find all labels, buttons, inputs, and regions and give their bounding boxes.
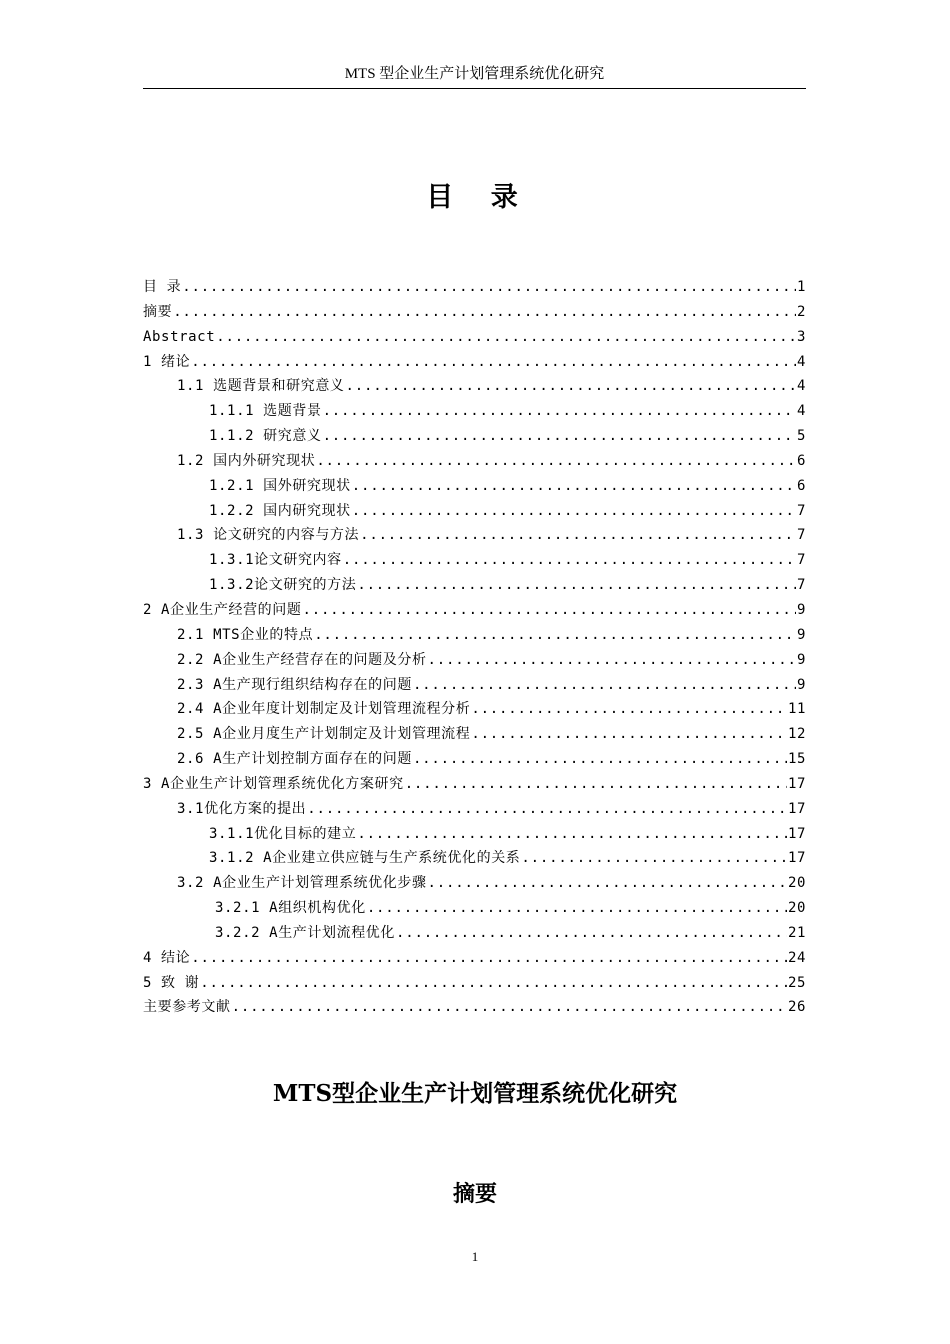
toc-entry-page: 6 (796, 452, 806, 469)
toc-entry-page: 7 (796, 552, 806, 569)
toc-entry-page: 9 (796, 601, 806, 618)
toc-entry-title: 1.2.2 国内研究现状 (209, 502, 351, 519)
toc-entry-title: 主要参考文献 (143, 999, 231, 1016)
toc-entry[interactable] (143, 475, 806, 500)
toc-entry[interactable] (143, 847, 806, 872)
toc-dot-leader (173, 301, 796, 323)
toc-entry[interactable] (143, 450, 806, 475)
toc-dot-leader (357, 823, 787, 845)
toc-entry-title: 3.2.2 A生产计划流程优化 (215, 924, 396, 941)
toc-entry-title: 3 A企业生产计划管理系统优化方案研究 (143, 775, 404, 792)
toc-entry[interactable] (143, 674, 806, 699)
toc-entry-page: 25 (787, 974, 806, 991)
toc-entry[interactable] (143, 326, 806, 351)
toc-entry[interactable] (143, 425, 806, 450)
toc-entry-page: 3 (796, 328, 806, 345)
toc-entry[interactable] (143, 798, 806, 823)
toc-entry-title: 2.4 A企业年度计划制定及计划管理流程分析 (177, 701, 471, 718)
toc-heading: 目 录 (426, 182, 532, 213)
toc-entry[interactable] (143, 301, 806, 326)
toc-entry[interactable] (143, 698, 806, 723)
toc-dot-leader (314, 624, 796, 646)
toc-entry-page: 9 (796, 676, 806, 693)
page-number: 1 (471, 1249, 479, 1264)
header-rule (143, 88, 806, 89)
toc-entry-title: 摘要 (143, 303, 173, 320)
toc-entry-title: 2.2 A企业生产经营存在的问题及分析 (177, 651, 427, 668)
toc-entry[interactable] (143, 400, 806, 425)
running-header: MTS 型企业生产计划管理系统优化研究 (344, 66, 605, 82)
toc-entry-title: 2.3 A生产现行组织结构存在的问题 (177, 676, 412, 693)
toc-dot-leader (216, 326, 796, 348)
toc-entry-title: 1.1.1 选题背景 (209, 403, 322, 420)
toc-entry-title: 3.1.2 A企业建立供应链与生产系统优化的关系 (209, 850, 521, 867)
toc-entry-title: 3.2 A企业生产计划管理系统优化步骤 (177, 875, 427, 892)
toc-dot-leader (323, 400, 796, 422)
toc-entry[interactable] (143, 524, 806, 549)
toc-entry[interactable] (143, 649, 806, 674)
toc-dot-leader (182, 276, 796, 298)
toc-dot-leader (307, 798, 787, 820)
toc-entry-title: 1.3 论文研究的内容与方法 (177, 527, 360, 544)
toc-dot-leader (413, 674, 796, 696)
toc-dot-leader (413, 748, 787, 770)
toc-entry-title: 1.2.1 国外研究现状 (209, 477, 351, 494)
toc-entry-title: 5 致 谢 (143, 974, 200, 991)
table-of-contents (143, 276, 806, 1021)
toc-entry-page: 7 (796, 577, 806, 594)
toc-entry-page: 4 (796, 353, 806, 370)
toc-entry[interactable] (143, 599, 806, 624)
toc-entry-page: 6 (796, 477, 806, 494)
toc-dot-leader (303, 599, 796, 621)
toc-entry-page: 12 (787, 726, 806, 743)
toc-entry[interactable] (143, 375, 806, 400)
toc-entry-page: 15 (787, 751, 806, 768)
toc-entry-page: 4 (796, 403, 806, 420)
toc-entry-page: 11 (787, 701, 806, 718)
toc-dot-leader (352, 500, 796, 522)
toc-entry[interactable] (143, 823, 806, 848)
toc-entry-page: 20 (787, 875, 806, 892)
toc-dot-leader (323, 425, 796, 447)
toc-entry-page: 24 (787, 949, 806, 966)
abstract-heading: 摘要 (452, 1182, 497, 1207)
toc-entry-page: 2 (796, 303, 806, 320)
toc-dot-leader (191, 947, 787, 969)
toc-entry[interactable] (143, 773, 806, 798)
toc-entry-title: 1.3.1论文研究内容 (209, 552, 342, 569)
toc-dot-leader (471, 698, 787, 720)
toc-dot-leader (428, 649, 796, 671)
toc-dot-leader (191, 351, 796, 373)
toc-entry-page: 20 (787, 900, 806, 917)
toc-entry-page: 17 (787, 775, 806, 792)
document-title: MTS型企业生产计划管理系统优化研究 (272, 1080, 678, 1107)
toc-dot-leader (396, 922, 787, 944)
toc-entry-title: 2 A企业生产经营的问题 (143, 601, 302, 618)
toc-dot-leader (232, 996, 787, 1018)
toc-entry-title: 1 绪论 (143, 353, 191, 370)
toc-dot-leader (367, 897, 787, 919)
toc-entry-page: 7 (796, 502, 806, 519)
toc-entry[interactable] (143, 351, 806, 376)
toc-entry-title: 1.1 选题背景和研究意义 (177, 378, 345, 395)
toc-entry[interactable] (143, 922, 806, 947)
toc-entry[interactable] (143, 748, 806, 773)
toc-dot-leader (343, 549, 796, 571)
toc-entry-page: 1 (796, 279, 806, 295)
toc-entry-page: 17 (787, 800, 806, 817)
toc-entry-title: 2.1 MTS企业的特点 (177, 626, 314, 643)
toc-entry[interactable] (143, 723, 806, 748)
toc-entry[interactable] (143, 276, 806, 301)
toc-entry[interactable] (143, 500, 806, 525)
toc-entry[interactable] (143, 972, 806, 997)
toc-entry-title: 3.1.1优化目标的建立 (209, 825, 357, 842)
toc-entry[interactable] (143, 872, 806, 897)
toc-entry-page: 17 (787, 825, 806, 842)
toc-entry-page: 26 (787, 999, 806, 1016)
toc-entry-title: Abstract (143, 328, 216, 345)
toc-entry[interactable] (143, 549, 806, 574)
toc-entry-title: 1.1.2 研究意义 (209, 428, 322, 445)
toc-entry-title: 目 录 (143, 279, 182, 295)
toc-entry-page: 7 (796, 527, 806, 544)
toc-dot-leader (471, 723, 787, 745)
toc-dot-leader (316, 450, 796, 472)
toc-entry-title: 3.1优化方案的提出 (177, 800, 307, 817)
toc-entry[interactable] (143, 624, 806, 649)
toc-dot-leader (521, 847, 787, 869)
toc-entry-title: 2.6 A生产计划控制方面存在的问题 (177, 751, 412, 768)
toc-entry[interactable] (143, 996, 806, 1021)
toc-dot-leader (405, 773, 787, 795)
toc-entry[interactable] (143, 574, 806, 599)
toc-entry[interactable] (143, 897, 806, 922)
toc-entry-page: 9 (796, 626, 806, 643)
toc-entry-page: 4 (796, 378, 806, 395)
toc-dot-leader (346, 375, 796, 397)
toc-dot-leader (360, 524, 796, 546)
toc-dot-leader (357, 574, 796, 596)
toc-entry-page: 21 (787, 924, 806, 941)
toc-entry-title: 1.3.2论文研究的方法 (209, 577, 357, 594)
toc-entry-title: 3.2.1 A组织机构优化 (215, 900, 366, 917)
toc-entry[interactable] (143, 947, 806, 972)
toc-entry-title: 1.2 国内外研究现状 (177, 452, 316, 469)
toc-entry-title: 2.5 A企业月度生产计划制定及计划管理流程 (177, 726, 471, 743)
toc-entry-page: 17 (787, 850, 806, 867)
toc-dot-leader (352, 475, 796, 497)
toc-dot-leader (428, 872, 787, 894)
toc-dot-leader (200, 972, 787, 994)
toc-entry-page: 9 (796, 651, 806, 668)
toc-entry-title: 4 结论 (143, 949, 191, 966)
toc-entry-page: 5 (796, 428, 806, 445)
